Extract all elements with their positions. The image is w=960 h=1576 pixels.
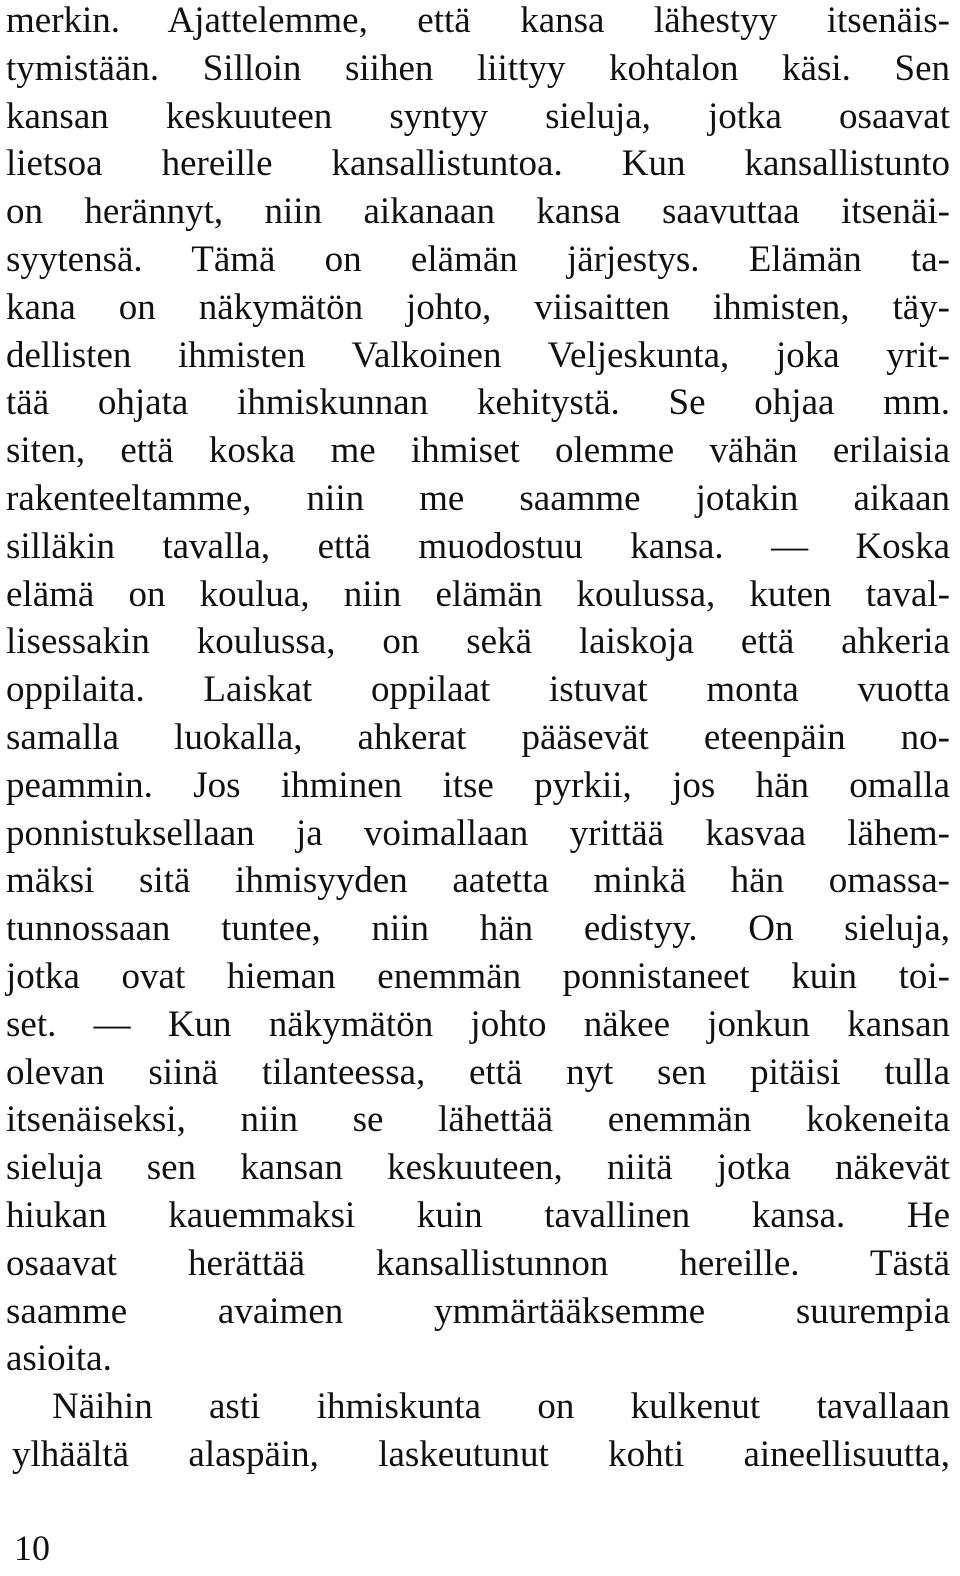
text-line: elämä on koulua, niin elämän koulussa, kuten taval- (6, 573, 950, 615)
page-number: 10 (14, 1528, 50, 1568)
text-line: sieluja sen kansan keskuuteen, niitä jotka näkevät (6, 1147, 950, 1189)
text-line: rakenteeltamme, niin me saamme jotakin aikaan (6, 478, 950, 519)
text-line: kana on näkymätön johto, viisaitten ihmisten, täy- (6, 286, 950, 328)
text-line: peammin. Jos ihminen itse pyrkii, jos hän omalla (6, 764, 950, 806)
text-line: olevan siinä tilanteessa, että nyt sen pitäisi tulla (6, 1051, 950, 1093)
text-line: on herännyt, niin aikanaan kansa saavuttaa itsenäi- (6, 191, 950, 233)
text-line: silläkin tavalla, että muodostuu kansa. — Koska (6, 525, 950, 567)
text-line: tää ohjata ihmiskunnan kehitystä. Se ohjaa mm. (6, 382, 950, 424)
text-line: Näihin asti ihmiskunta on kulkenut tavallaan (52, 1386, 950, 1428)
text-line: samalla luokalla, ahkerat pääsevät eteenpäin no- (6, 717, 950, 758)
text-line: kansan keskuuteen syntyy sieluja, jotka osaavat (6, 95, 950, 137)
text-line: oppilaita. Laiskat oppilaat istuvat monta vuotta (6, 669, 950, 711)
text-line: tymistään. Silloin siihen liittyy kohtalon käsi. Sen (6, 47, 950, 89)
text-line: osaavat herättää kansallistunnon hereille. Tästä (6, 1242, 950, 1284)
text-line: mäksi sitä ihmisyyden aatetta minkä hän omassa- (6, 860, 950, 902)
text-line: saamme avaimen ymmärtääksemme suurempia (6, 1290, 950, 1332)
text-line: dellisten ihmisten Valkoinen Veljeskunta, joka yrit- (6, 334, 950, 376)
text-line: itsenäiseksi, niin se lähettää enemmän kokeneita (6, 1099, 950, 1141)
text-line: hiukan kauemmaksi kuin tavallinen kansa. He (6, 1195, 950, 1236)
text-line: lietsoa hereille kansallistuntoa. Kun kansallistunto (6, 143, 950, 185)
text-line: ylhäältä alaspäin, laskeutunut kohti aineellisuutta, (12, 1434, 950, 1475)
text-line: lisessakin koulussa, on sekä laiskoja että ahkeria (6, 621, 950, 663)
text-line: syytensä. Tämä on elämän järjestys. Elämän ta- (6, 239, 950, 280)
text-line: jotka ovat hieman enemmän ponnistaneet kuin toi- (6, 956, 950, 997)
text-line: tunnossaan tuntee, niin hän edistyy. On sieluja, (6, 908, 950, 950)
text-line: siten, että koska me ihmiset olemme vähän erilaisia (6, 430, 950, 472)
text-line: merkin. Ajattelemme, että kansa lähestyy itsenäis- (6, 0, 950, 41)
text-line: asioita. (6, 1338, 112, 1380)
text-line: set. — Kun näkymätön johto näkee jonkun kansan (6, 1003, 950, 1045)
text-line: ponnistuksellaan ja voimallaan yrittää kasvaa lähem- (6, 812, 950, 854)
